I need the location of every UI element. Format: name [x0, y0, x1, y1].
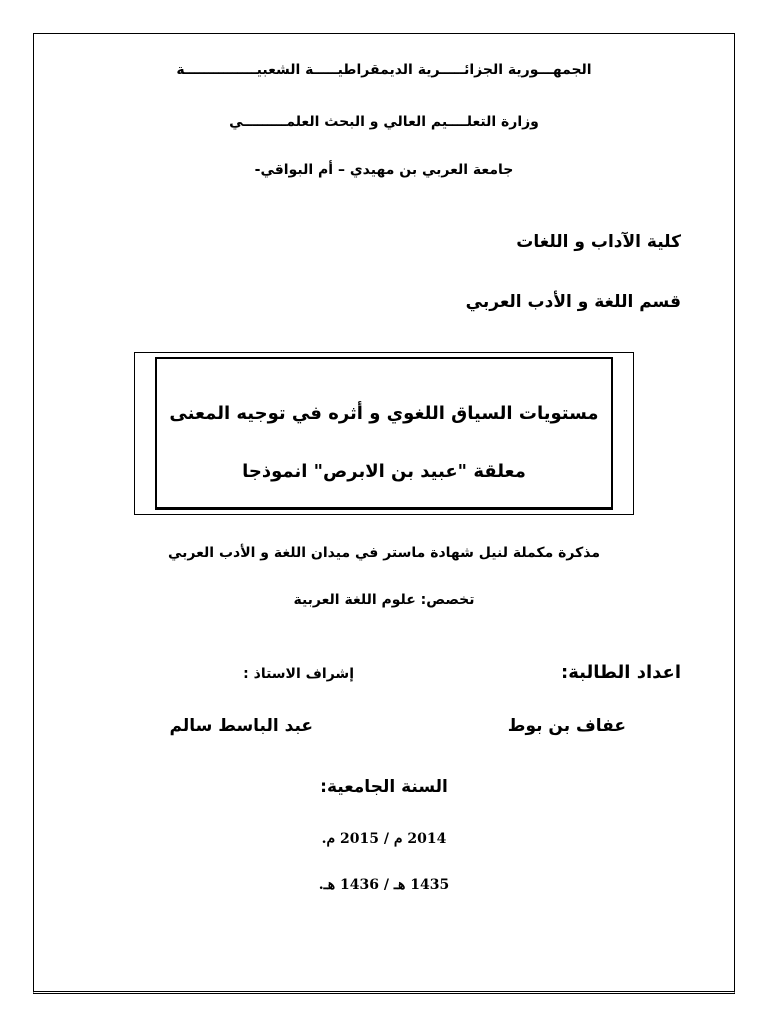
academic-year-label: السنة الجامعية: — [320, 777, 448, 797]
thesis-title-line-1: مستويات السياق اللغوي و أثره في توجيه المعنى — [169, 403, 599, 424]
department-name: قسم اللغة و الأدب العربي — [465, 292, 681, 312]
academic-year-hijri: 1435 هـ / 1436 هـ. — [318, 877, 450, 893]
university-heading: جامعة العربي بن مهيدي – أم البواقي- — [254, 162, 514, 178]
faculty-name: كلية الآداب و اللغات — [516, 232, 681, 252]
academic-year-gregorian: 2014 م / 2015 م. — [321, 831, 447, 847]
supervisor-label: إشراف الاستاذ : — [243, 666, 354, 682]
thesis-title-inner-frame — [155, 357, 613, 510]
thesis-title-line-2: معلقة "عبيد بن الابرص" انموذجا — [242, 461, 526, 482]
student-label: اعداد الطالبة: — [561, 662, 681, 683]
student-name: عفاف بن بوط — [507, 716, 626, 736]
republic-heading: الجمهـــورية الجزائـــــرية الديمقراطيـــــة الشعبيـــــــــــــــة — [176, 62, 592, 78]
thesis-title-box — [134, 352, 634, 515]
supervisor-name: عبد الباسط سالم — [169, 716, 313, 736]
ministry-heading: وزارة التعلــــيم العالي و البحث العلمـــــــــي — [229, 114, 539, 130]
specialty: تخصص: علوم اللغة العربية — [293, 592, 475, 608]
thesis-purpose: مذكرة مكملة لنيل شهادة ماستر في ميدان اللغة و الأدب العربي — [167, 545, 600, 561]
